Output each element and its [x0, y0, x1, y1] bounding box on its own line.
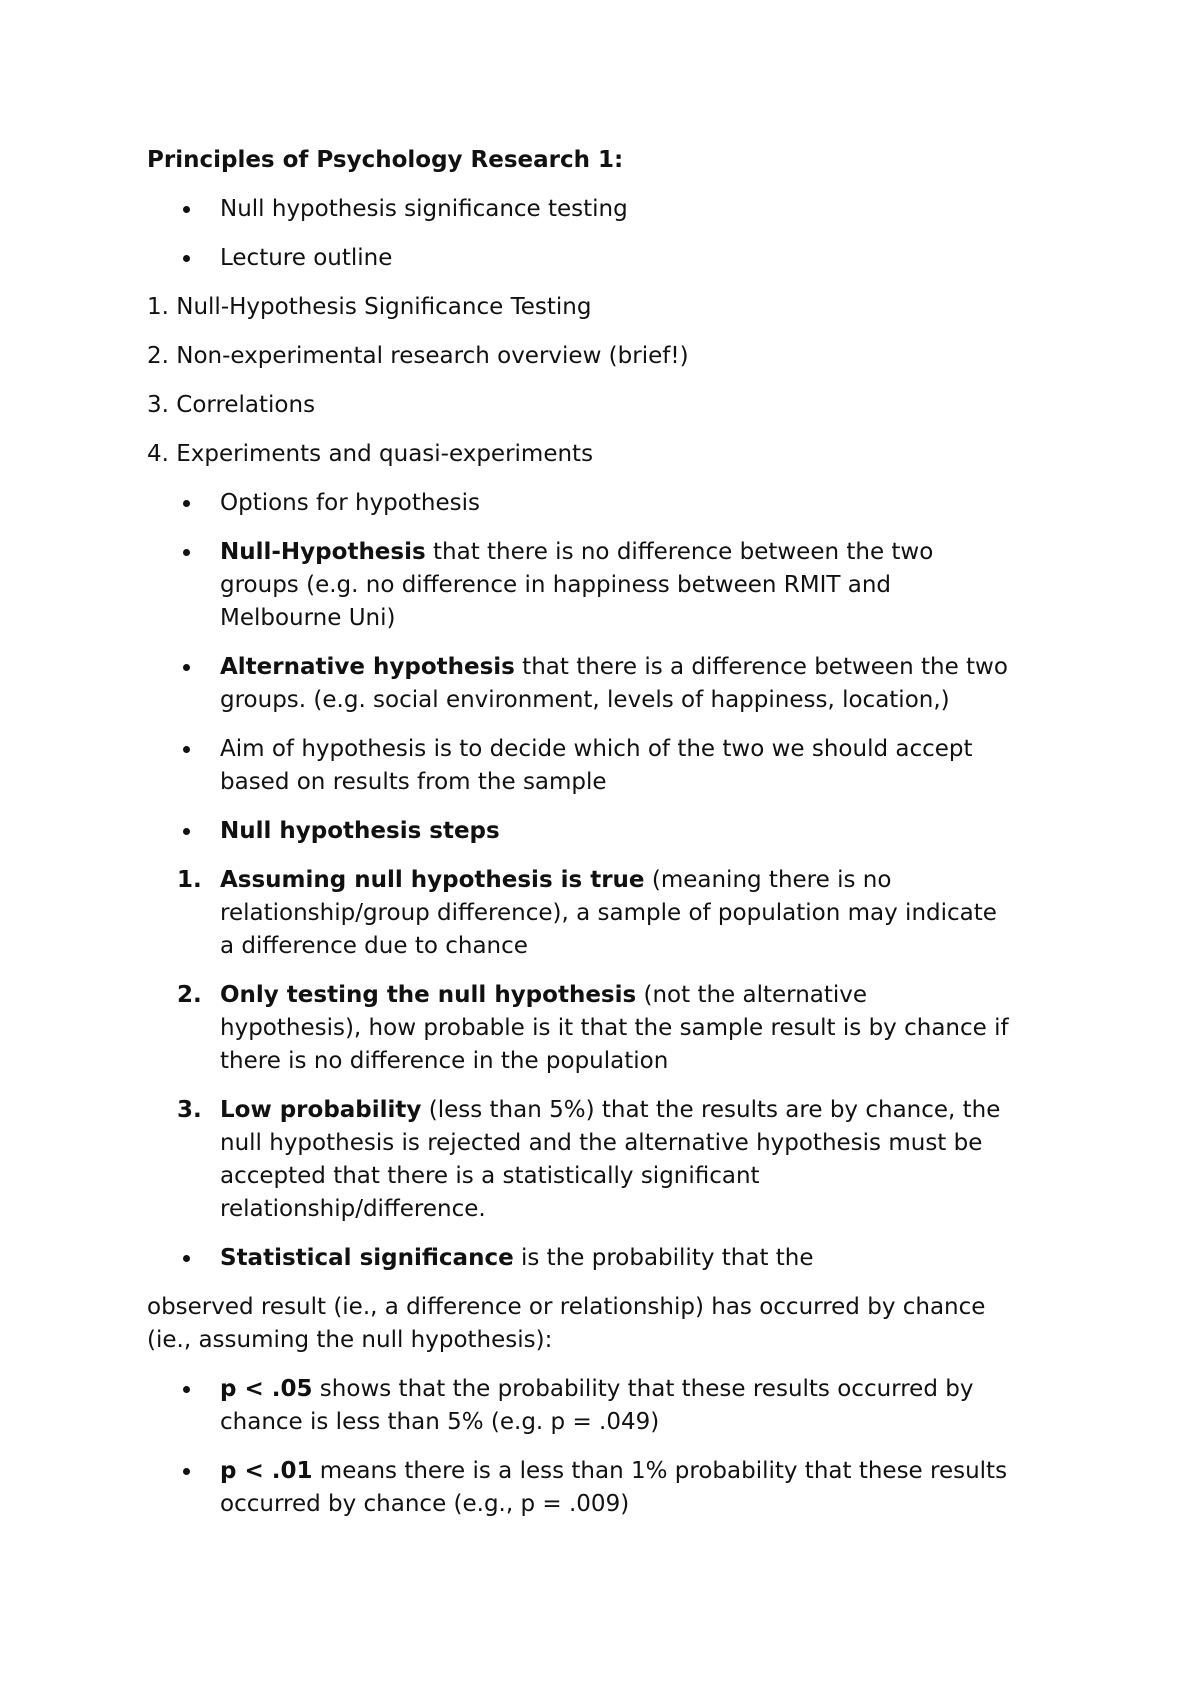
step-line: Low probability (less than 5%) that the results are by chance, the	[220, 1097, 1001, 1123]
bullet-icon	[183, 664, 193, 674]
step-line: accepted that there is a statistically significant	[220, 1163, 760, 1189]
step-line: null hypothesis is rejected and the alternative hypothesis must be	[220, 1130, 983, 1156]
intro-bullet: Lecture outline	[220, 245, 393, 271]
significance-continuation: (ie., assuming the null hypothesis):	[147, 1327, 553, 1353]
step-line: relationship/difference.	[220, 1196, 486, 1222]
bullet-icon	[183, 255, 193, 265]
intro-bullet: Null hypothesis significance testing	[220, 196, 628, 222]
bullet-icon	[183, 746, 193, 756]
alternative-hypothesis-line: Alternative hypothesis that there is a difference between the two	[220, 654, 1008, 680]
bullet-icon	[183, 1386, 193, 1396]
outline-item: 4. Experiments and quasi-experiments	[147, 441, 594, 467]
p-value-line: occurred by chance (e.g., p = .009)	[220, 1491, 630, 1517]
step-line: Assuming null hypothesis is true (meaning there is no	[220, 867, 892, 893]
bullet-icon	[183, 1255, 193, 1265]
bullet-icon	[183, 1468, 193, 1478]
significance-line: Statistical significance is the probability that the	[220, 1245, 814, 1271]
bullet-icon	[183, 828, 193, 838]
bullet-icon	[183, 549, 193, 559]
p-value-line: p < .01 means there is a less than 1% probability that these results	[220, 1458, 1008, 1484]
outline-item: 2. Non-experimental research overview (brief!)	[147, 343, 689, 369]
steps-heading: Null hypothesis steps	[220, 818, 500, 844]
step-line: there is no difference in the population	[220, 1048, 669, 1074]
null-hypothesis-line: Melbourne Uni)	[220, 605, 396, 631]
p-value-line: p < .05 shows that the probability that these results occurred by	[220, 1376, 974, 1402]
step-line: hypothesis), how probable is it that the sample result is by chance if	[220, 1015, 1009, 1041]
document-title: Principles of Psychology Research 1:	[147, 147, 624, 173]
bullet-icon	[183, 206, 193, 216]
bullet-icon	[183, 500, 193, 510]
options-heading: Options for hypothesis	[220, 490, 480, 516]
null-hypothesis-line: groups (e.g. no difference in happiness between RMIT and	[220, 572, 892, 598]
step-line: a difference due to chance	[220, 933, 528, 959]
aim-line: based on results from the sample	[220, 769, 607, 795]
step-number: 2.	[177, 982, 202, 1008]
step-line: relationship/group difference), a sample of population may indicate	[220, 900, 997, 926]
outline-item: 3. Correlations	[147, 392, 316, 418]
p-value-line: chance is less than 5% (e.g. p = .049)	[220, 1409, 660, 1435]
step-number: 3.	[177, 1097, 202, 1123]
significance-continuation: observed result (ie., a difference or relationship) has occurred by chance	[147, 1294, 986, 1320]
aim-line: Aim of hypothesis is to decide which of the two we should accept	[220, 736, 973, 762]
step-number: 1.	[177, 867, 202, 893]
null-hypothesis-line: Null-Hypothesis that there is no difference between the two	[220, 539, 934, 565]
alternative-hypothesis-line: groups. (e.g. social environment, levels of happiness, location,)	[220, 687, 950, 713]
outline-item: 1. Null-Hypothesis Significance Testing	[147, 294, 592, 320]
step-line: Only testing the null hypothesis (not the alternative	[220, 982, 868, 1008]
